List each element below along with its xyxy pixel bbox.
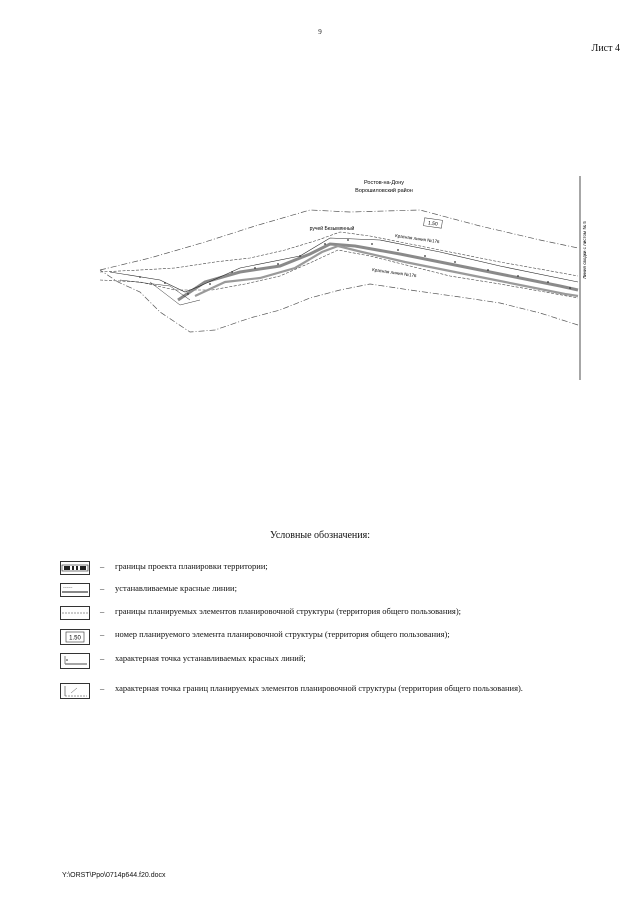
red-line-point-icon xyxy=(60,653,90,669)
legend-title: Условные обозначения: xyxy=(269,530,370,541)
planning-map xyxy=(0,165,640,395)
svg-text:1.50: 1.50 xyxy=(427,220,439,228)
vertical-match-label: Линия сводки с листом № 5 xyxy=(582,221,587,279)
stream-label: ручей Безымянный xyxy=(309,226,355,232)
svg-text:~~~~~: ~~~~~ xyxy=(63,586,73,590)
red-line-upper-label: Красная линия №176 xyxy=(394,233,440,245)
legend-text: устанавливаемые красные линии; xyxy=(115,583,237,593)
district-label: Ворошиловский район xyxy=(355,188,413,194)
city-label: Ростов-на-Дону xyxy=(363,180,405,186)
legend-text: номер планируемого элемента планировочной структуры (территория общего пользования); xyxy=(115,629,450,639)
legend-text: характерная точка устанавливаемых красных линий; xyxy=(115,653,306,663)
element-point-icon xyxy=(60,683,90,699)
element-number-box xyxy=(424,218,443,228)
legend-text: характерная точка границ планируемых элементов планировочной структуры (территория общего пользования). xyxy=(115,683,523,693)
sheet-label: Лист 4 xyxy=(591,43,620,54)
svg-text:1.50: 1.50 xyxy=(69,635,81,642)
file-path-footer: Y:\ORST\Ppo\0714p644.f20.docx xyxy=(62,872,166,879)
element-number-icon xyxy=(60,629,90,645)
red-line-icon xyxy=(60,583,90,597)
element-boundary-icon xyxy=(60,606,90,620)
legend-text: границы планируемых элементов планировочной структуры (территория общего пользования); xyxy=(115,606,462,616)
red-line-lower-label: Красная линия №176 xyxy=(371,267,417,279)
project-boundary-icon xyxy=(60,561,90,575)
legend-text: границы проекта планировки территории; xyxy=(115,561,268,571)
page-number: 9 xyxy=(318,28,322,36)
